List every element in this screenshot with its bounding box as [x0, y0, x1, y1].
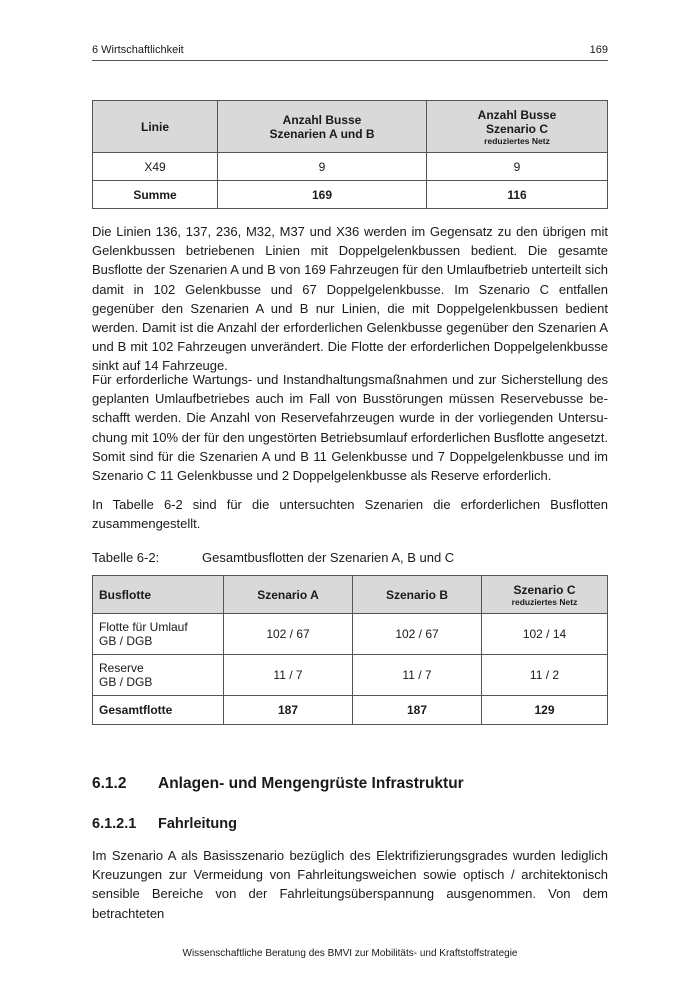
table-cell: 187	[353, 696, 482, 725]
paragraph: Die Linien 136, 137, 236, M32, M37 und X36 werden im Gegensatz zu den übrigen mit Gelenkbussen betriebenen Linien mit Doppelgelenkbussen bedient. Die gesamte Busflotte der Szenarien A und B von 169 Fahrzeugen für den Umlaufbetrieb unterteilt sich damit in 102 Gelenkbusse und 67 Doppelgelenkbusse. Im Szenario C entfallen gegenüber den Szenarien A und B nur Linien, die mit Doppelgelenkbussen bedient werden. Damit ist die Anzahl der erforderlichen Gelenkbusse gegenüber den Szenarien A und B mit 102 Fahrzeugen unverändert. Die Flotte der erforderlichen Doppelgelenkbusse sinkt auf 14 Fahrzeuge.	[92, 224, 608, 374]
subsection-heading	[92, 816, 237, 832]
row-label: Reserve GB / DGB	[93, 655, 224, 696]
table-cell: X49	[93, 153, 218, 181]
section-heading	[92, 775, 464, 793]
table-row-total	[93, 181, 608, 209]
table-cell: 102 / 14	[482, 614, 608, 655]
page-footer: Wissenschaftliche Beratung des BMVI zur Mobilitäts- und Kraftstoffstrategie	[182, 948, 518, 959]
table-cell: 9	[218, 153, 427, 181]
chapter-title: 6 Wirtschaftlichkeit	[92, 44, 184, 56]
paragraph: Für erforderliche Wartungs- und Instandhaltungsmaßnahmen und zur Sicherstellung des geplanten Umlaufbetriebes auch im Fall von Busstörungen müssen Reservebusse beschafft werden. Die Anzahl von Reservefahrzeugen wurde in der vorliegenden Untersuchung mit 10% der für den ungestörten Betriebsumlauf erforderlichen Busflotte angesetzt. Somit sind für die Szenarien A und B 11 Gelenkbusse und 7 Doppelgelenkbusse und im Szenario C 11 Gelenkbusse und 2 Doppelgelenkbusse als Reserve erforderlich.	[92, 372, 608, 484]
fleet-table	[92, 575, 608, 725]
table-cell: 9	[427, 153, 608, 181]
table-row	[93, 614, 608, 655]
column-header-linie: Linie	[93, 101, 218, 153]
subsection-title: Fahrleitung	[158, 816, 237, 832]
bus-count-table	[92, 100, 608, 209]
paragraph: Im Szenario A als Basisszenario bezüglich des Elektrifizierungsgrades wurden lediglich Kreuzungen zur Vermeidung von Fahrleitungsweichen sowie optisch / architektonisch sensible Bereiche von der Fahrleitungsüberspannung ausgenommen. Von dem betrachteten	[92, 848, 608, 921]
section-number: 6.1.2	[92, 775, 127, 792]
table-cell: 11 / 2	[482, 655, 608, 696]
table-cell: 11 / 7	[353, 655, 482, 696]
table-cell: 102 / 67	[224, 614, 353, 655]
table-cell: 116	[427, 181, 608, 209]
table-caption	[92, 550, 454, 565]
paragraph: In Tabelle 6-2 sind für die untersuchten Szenarien die erforderlichen Busflotten zusammengestellt.	[92, 497, 608, 532]
caption-text: Gesamtbusflotten der Szenarien A, B und C	[202, 550, 455, 565]
column-header-scenario-ab: Anzahl Busse Szenarien A und B	[218, 101, 427, 153]
table-cell: 129	[482, 696, 608, 725]
page-header	[92, 44, 608, 61]
table-row	[93, 655, 608, 696]
row-label: Flotte für Umlauf GB / DGB	[93, 614, 224, 655]
column-header-scenario-b: Szenario B	[353, 576, 482, 614]
column-header-busflotte: Busflotte	[93, 576, 224, 614]
table-cell: 102 / 67	[353, 614, 482, 655]
table-row	[93, 153, 608, 181]
subsection-number: 6.1.2.1	[92, 816, 137, 832]
section-title: Anlagen- und Mengengrüste Infrastruktur	[158, 775, 464, 792]
table-row-total	[93, 696, 608, 725]
column-header-scenario-a: Szenario A	[224, 576, 353, 614]
row-label: Gesamtflotte	[93, 696, 224, 725]
table-cell: 187	[224, 696, 353, 725]
table-cell: 11 / 7	[224, 655, 353, 696]
caption-number: Tabelle 6-2:	[92, 550, 160, 565]
table-cell: 169	[218, 181, 427, 209]
column-header-scenario-c: Anzahl Busse Szenario C reduziertes Netz	[427, 101, 608, 153]
table-cell: Summe	[93, 181, 218, 209]
page-number: 169	[589, 44, 608, 56]
column-header-scenario-c: Szenario C reduziertes Netz	[482, 576, 608, 614]
